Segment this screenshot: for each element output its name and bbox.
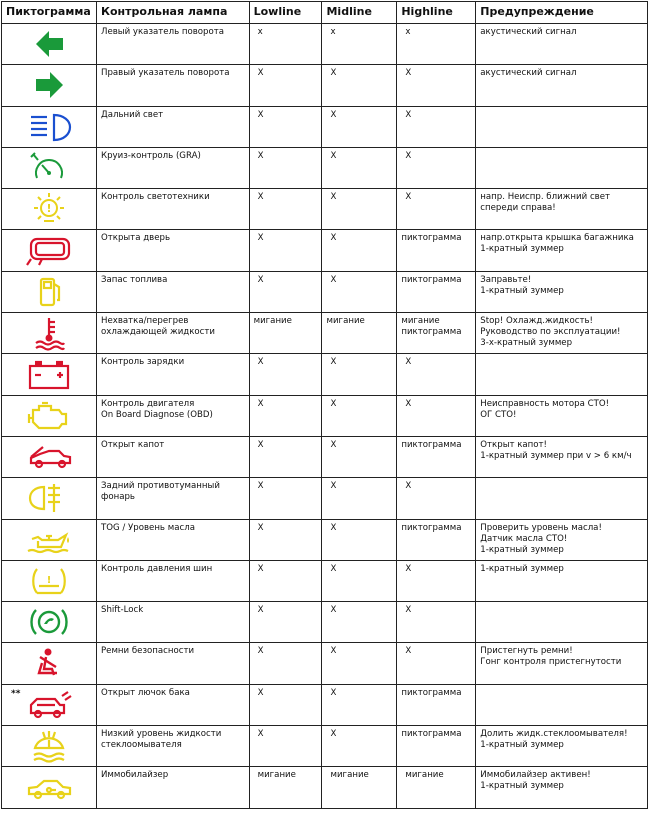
table-row [2,395,648,436]
midline-value: X [322,643,397,684]
svg-text:!: ! [46,574,52,586]
lowline-value: X [249,65,322,106]
midline-value: X [322,354,397,395]
warning-text: акустический сигнал [476,65,648,106]
lamp-name: Задний противотуманный фонарь [96,478,249,519]
table-row [2,313,648,354]
midline-value: X [322,106,397,147]
lowline-value: X [249,271,322,312]
header-lamp: Контрольная лампа [96,2,249,24]
warning-text [476,106,648,147]
lowline-value: X [249,354,322,395]
lowline-value: X [249,189,322,230]
pictogram-cell [2,24,97,65]
lamp-name: Иммобилайзер [96,767,249,808]
table-row [2,684,648,725]
table-row [2,767,648,808]
lamp-name: Нехватка/перегрев охлаждающей жидкости [96,313,249,354]
midline-value: X [322,65,397,106]
lamp-name: Контроль двигателя On Board Diagnose (OBD) [96,395,249,436]
battery-icon [2,354,97,395]
pictogram-cell [2,271,97,312]
midline-value: мигание [322,313,397,354]
table-row [2,24,648,65]
highline-value: пиктограмма [397,684,476,725]
header-midline: Midline [322,2,397,24]
highline-value: пиктограмма [397,230,476,271]
lamp-name: Низкий уровень жидкости стеклоомывателя [96,726,249,767]
header-warning: Предупреждение [476,2,648,24]
lamp-name: Правый указатель поворота [96,65,249,106]
highline-value: пиктограмма [397,271,476,312]
fuel-pump-icon [2,272,97,313]
highline-value: пиктограмма [397,436,476,477]
cruise-control-icon [2,148,97,189]
table-row [2,602,648,643]
lamp-name: Открыта дверь [96,230,249,271]
seat-belt-icon [2,643,97,684]
lamp-name: Контроль давления шин [96,560,249,601]
lowline-value: X [249,684,322,725]
pictogram-cell [2,147,97,188]
lowline-value: X [249,643,322,684]
pictogram-cell [2,684,97,725]
highline-value: X [397,354,476,395]
midline-value: X [322,189,397,230]
pictogram-cell [2,230,97,271]
high-beam-icon [2,107,97,148]
lowline-value: X [249,106,322,147]
pictogram-cell [2,395,97,436]
midline-value: X [322,684,397,725]
pictogram-cell [2,354,97,395]
lowline-value: X [249,519,322,560]
lowline-value: мигание [249,313,322,354]
warning-text: Stop! Охлажд.жидкость! Руководство по эксплуатации! 3-х-кратный зуммер [476,313,648,354]
lowline-value: x [249,24,322,65]
pictogram-cell [2,313,97,354]
table-row [2,436,648,477]
table-row [2,519,648,560]
table-row [2,230,648,271]
pictogram-cell [2,643,97,684]
immobilizer-icon [2,767,97,808]
footnote-marker: ** [11,688,21,699]
table-header-row [2,2,648,24]
pictogram-cell [2,602,97,643]
pictogram-cell [2,726,97,767]
midline-value: x [322,24,397,65]
warning-text: Пристегнуть ремни! Гонг контроля пристегнутости [476,643,648,684]
highline-value: x [397,24,476,65]
engine-icon [2,396,97,437]
right-turn-arrow-icon [2,65,97,106]
warning-text: напр.открыта крышка багажника 1-кратный зуммер [476,230,648,271]
header-lowline: Lowline [249,2,322,24]
lamp-name: Запас топлива [96,271,249,312]
warning-text [476,602,648,643]
highline-value: X [397,189,476,230]
midline-value: X [322,602,397,643]
oil-level-icon [2,520,97,561]
lamp-name: Дальний свет [96,106,249,147]
midline-value: X [322,147,397,188]
warning-text: Открыт капот! 1-кратный зуммер при v > 6 км/ч [476,436,648,477]
warning-text: Долить жидк.стеклоомывателя! 1-кратный зуммер [476,726,648,767]
highline-value: X [397,602,476,643]
lowline-value: X [249,436,322,477]
door-open-icon [2,230,97,271]
highline-value: мигание пиктограмма [397,313,476,354]
tire-pressure-icon [2,561,97,602]
lighting-check-icon [2,189,97,230]
highline-value: X [397,395,476,436]
pictogram-cell [2,436,97,477]
highline-value: X [397,560,476,601]
lowline-value: мигание [249,767,322,808]
midline-value: X [322,271,397,312]
lowline-value: X [249,560,322,601]
lamp-name: Левый указатель поворота [96,24,249,65]
midline-value: X [322,230,397,271]
pictogram-cell [2,519,97,560]
pictogram-cell [2,560,97,601]
table-row [2,726,648,767]
midline-value: X [322,726,397,767]
table-row [2,65,648,106]
lamp-name: Открыт капот [96,436,249,477]
lowline-value: X [249,395,322,436]
lamp-name: Ремни безопасности [96,643,249,684]
highline-value: X [397,106,476,147]
warning-text: напр. Неиспр. ближний свет спереди справа! [476,189,648,230]
midline-value: X [322,478,397,519]
midline-value: X [322,560,397,601]
warning-text: Иммобилайзер активен! 1-кратный зуммер [476,767,648,808]
highline-value: мигание [397,767,476,808]
pictogram-cell [2,478,97,519]
pictogram-cell [2,106,97,147]
lamp-name: Открыт лючок бака [96,684,249,725]
lamp-name: Shift-Lock [96,602,249,643]
warning-text: Заправьте! 1-кратный зуммер [476,271,648,312]
left-turn-arrow-icon [2,24,97,65]
hood-open-icon [2,437,97,478]
lamp-name: Контроль зарядки [96,354,249,395]
coolant-temperature-icon [2,313,97,354]
lamp-name: TOG / Уровень масла [96,519,249,560]
lowline-value: X [249,230,322,271]
table-row [2,478,648,519]
highline-value: пиктограмма [397,519,476,560]
table-row [2,271,648,312]
midline-value: X [322,395,397,436]
warning-text: акустический сигнал [476,24,648,65]
warning-text [476,684,648,725]
highline-value: X [397,65,476,106]
lamp-name: Контроль светотехники [96,189,249,230]
highline-value: X [397,147,476,188]
fuel-flap-open-icon [2,685,97,726]
table-row [2,560,648,601]
washer-fluid-icon [2,726,97,767]
table-row [2,643,648,684]
table-row [2,189,648,230]
warning-text [476,354,648,395]
lowline-value: X [249,726,322,767]
warning-text: 1-кратный зуммер [476,560,648,601]
lowline-value: X [249,147,322,188]
rear-fog-lamp-icon [2,478,97,519]
midline-value: X [322,436,397,477]
warning-text [476,147,648,188]
lowline-value: X [249,478,322,519]
lamp-name: Круиз-контроль (GRA) [96,147,249,188]
header-highline: Highline [397,2,476,24]
table-row [2,354,648,395]
warning-text: Проверить уровень масла! Датчик масла СТО! 1-кратный зуммер [476,519,648,560]
table-row [2,106,648,147]
svg-text:!: ! [46,202,52,216]
highline-value: X [397,643,476,684]
highline-value: пиктограмма [397,726,476,767]
warning-text [476,478,648,519]
warning-lamps-table [1,1,648,809]
pictogram-cell [2,65,97,106]
midline-value: X [322,519,397,560]
highline-value: X [397,478,476,519]
midline-value: мигание [322,767,397,808]
table-row [2,147,648,188]
lowline-value: X [249,602,322,643]
warning-text: Неисправность мотора СТО! ОГ СТО! [476,395,648,436]
pictogram-cell [2,767,97,808]
shift-lock-icon [2,602,97,643]
pictogram-cell [2,189,97,230]
header-pictogram: Пиктограмма [2,2,97,24]
